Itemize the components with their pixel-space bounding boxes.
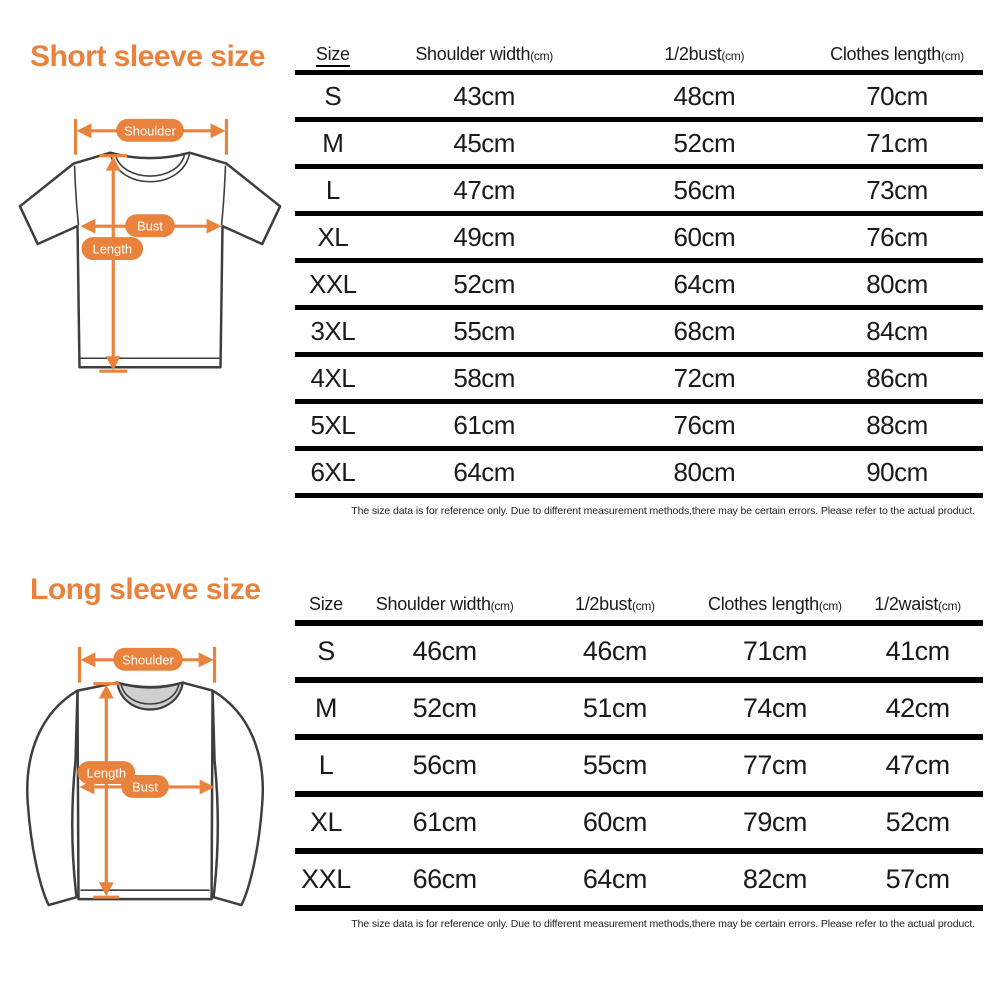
measurement-cell: 73cm bbox=[811, 167, 983, 214]
size-cell: M bbox=[295, 680, 357, 737]
measurement-cell: 66cm bbox=[357, 851, 532, 908]
measurement-cell: 70cm bbox=[811, 73, 983, 120]
column-header: 1/2waist(cm) bbox=[852, 584, 983, 623]
shoulder-arrowhead-left bbox=[80, 652, 95, 667]
table-row bbox=[295, 355, 983, 402]
right-sleeve-outline bbox=[213, 691, 263, 906]
size-cell: M bbox=[295, 120, 371, 167]
table-row bbox=[295, 851, 983, 908]
measurement-cell: 47cm bbox=[852, 737, 983, 794]
table-row bbox=[295, 214, 983, 261]
table-row bbox=[295, 623, 983, 680]
measurement-cell: 42cm bbox=[852, 680, 983, 737]
measurement-cell: 52cm bbox=[598, 120, 811, 167]
table-row bbox=[295, 402, 983, 449]
table-row bbox=[295, 73, 983, 120]
table-row bbox=[295, 120, 983, 167]
measurement-cell: 45cm bbox=[371, 120, 598, 167]
table-row bbox=[295, 261, 983, 308]
measurement-cell: 76cm bbox=[811, 214, 983, 261]
measurement-cell: 43cm bbox=[371, 73, 598, 120]
measurement-cell: 80cm bbox=[811, 261, 983, 308]
header-row bbox=[295, 36, 983, 73]
long-sleeve-disclaimer: The size data is for reference only. Due to different measurement methods,there may be certain errors. Please refer to the actual product. bbox=[351, 918, 975, 930]
measurement-cell: 68cm bbox=[598, 308, 811, 355]
measurement-cell: 61cm bbox=[357, 794, 532, 851]
column-header: 1/2bust(cm) bbox=[532, 584, 697, 623]
column-header: Clothes length(cm) bbox=[697, 584, 852, 623]
measurement-cell: 55cm bbox=[371, 308, 598, 355]
size-cell: S bbox=[295, 73, 371, 120]
measurement-cell: 64cm bbox=[371, 449, 598, 496]
shoulder-arrowhead-left bbox=[77, 123, 92, 138]
measurement-cell: 52cm bbox=[371, 261, 598, 308]
measurement-cell: 47cm bbox=[371, 167, 598, 214]
measurement-cell: 77cm bbox=[697, 737, 852, 794]
measurement-cell: 58cm bbox=[371, 355, 598, 402]
longsleeve-measure-illustration bbox=[6, 632, 294, 924]
size-cell: L bbox=[295, 737, 357, 794]
measurement-cell: 74cm bbox=[697, 680, 852, 737]
measurement-cell: 64cm bbox=[598, 261, 811, 308]
measurement-cell: 61cm bbox=[371, 402, 598, 449]
table-row bbox=[295, 794, 983, 851]
size-cell: L bbox=[295, 167, 371, 214]
measurement-cell: 71cm bbox=[697, 623, 852, 680]
tshirt-outline bbox=[20, 153, 280, 368]
header-row bbox=[295, 584, 983, 623]
measurement-cell: 90cm bbox=[811, 449, 983, 496]
table-row bbox=[295, 680, 983, 737]
measurement-cell: 51cm bbox=[532, 680, 697, 737]
shoulder-arrowhead-right bbox=[211, 123, 226, 138]
measurement-cell: 57cm bbox=[852, 851, 983, 908]
measurement-cell: 41cm bbox=[852, 623, 983, 680]
long-sleeve-title: Long sleeve size bbox=[30, 573, 261, 606]
shoulder-arrowhead-right bbox=[199, 652, 214, 667]
measurement-cell: 71cm bbox=[811, 120, 983, 167]
column-header: 1/2bust(cm) bbox=[598, 36, 811, 73]
table-row bbox=[295, 167, 983, 214]
short-sleeve-diagram bbox=[6, 106, 294, 398]
short-sleeve-disclaimer: The size data is for reference only. Due to different measurement methods,there may be certain errors. Please refer to the actual product. bbox=[351, 505, 975, 517]
size-cell: XXL bbox=[295, 261, 371, 308]
table-row bbox=[295, 737, 983, 794]
column-header: Size bbox=[295, 584, 357, 623]
measurement-cell: 76cm bbox=[598, 402, 811, 449]
measurement-cell: 55cm bbox=[532, 737, 697, 794]
bust-label: Bust bbox=[137, 218, 163, 234]
size-cell: S bbox=[295, 623, 357, 680]
table-row bbox=[295, 449, 983, 496]
column-header: Size bbox=[295, 36, 371, 73]
size-cell: 3XL bbox=[295, 308, 371, 355]
measurement-cell: 56cm bbox=[598, 167, 811, 214]
size-cell: XL bbox=[295, 794, 357, 851]
measurement-cell: 72cm bbox=[598, 355, 811, 402]
measurement-cell: 64cm bbox=[532, 851, 697, 908]
shoulder-label: Shoulder bbox=[122, 652, 174, 668]
short-sleeve-size-table bbox=[295, 36, 983, 498]
measurement-cell: 80cm bbox=[598, 449, 811, 496]
size-cell: XXL bbox=[295, 851, 357, 908]
left-sleeve-outline bbox=[27, 691, 77, 906]
table-row bbox=[295, 308, 983, 355]
shoulder-label: Shoulder bbox=[124, 123, 176, 139]
measurement-cell: 49cm bbox=[371, 214, 598, 261]
measurement-cell: 52cm bbox=[852, 794, 983, 851]
measurement-cell: 88cm bbox=[811, 402, 983, 449]
measurement-cell: 79cm bbox=[697, 794, 852, 851]
size-cell: XL bbox=[295, 214, 371, 261]
column-header: Shoulder width(cm) bbox=[371, 36, 598, 73]
measurement-cell: 56cm bbox=[357, 737, 532, 794]
measurement-cell: 60cm bbox=[598, 214, 811, 261]
bust-label: Bust bbox=[132, 779, 158, 795]
long-sleeve-size-table bbox=[295, 584, 983, 911]
measurement-cell: 82cm bbox=[697, 851, 852, 908]
column-header: Shoulder width(cm) bbox=[357, 584, 532, 623]
measurement-cell: 52cm bbox=[357, 680, 532, 737]
size-cell: 6XL bbox=[295, 449, 371, 496]
length-label: Length bbox=[86, 765, 127, 781]
measurement-cell: 46cm bbox=[357, 623, 532, 680]
measurement-cell: 48cm bbox=[598, 73, 811, 120]
size-cell: 5XL bbox=[295, 402, 371, 449]
measurement-cell: 60cm bbox=[532, 794, 697, 851]
size-cell: 4XL bbox=[295, 355, 371, 402]
short-sleeve-title: Short sleeve size bbox=[30, 40, 265, 73]
measurement-cell: 86cm bbox=[811, 355, 983, 402]
long-sleeve-diagram bbox=[6, 632, 294, 924]
measurement-cell: 84cm bbox=[811, 308, 983, 355]
column-header: Clothes length(cm) bbox=[811, 36, 983, 73]
measurement-cell: 46cm bbox=[532, 623, 697, 680]
tshirt-measure-illustration bbox=[6, 106, 294, 398]
length-label: Length bbox=[92, 241, 133, 257]
